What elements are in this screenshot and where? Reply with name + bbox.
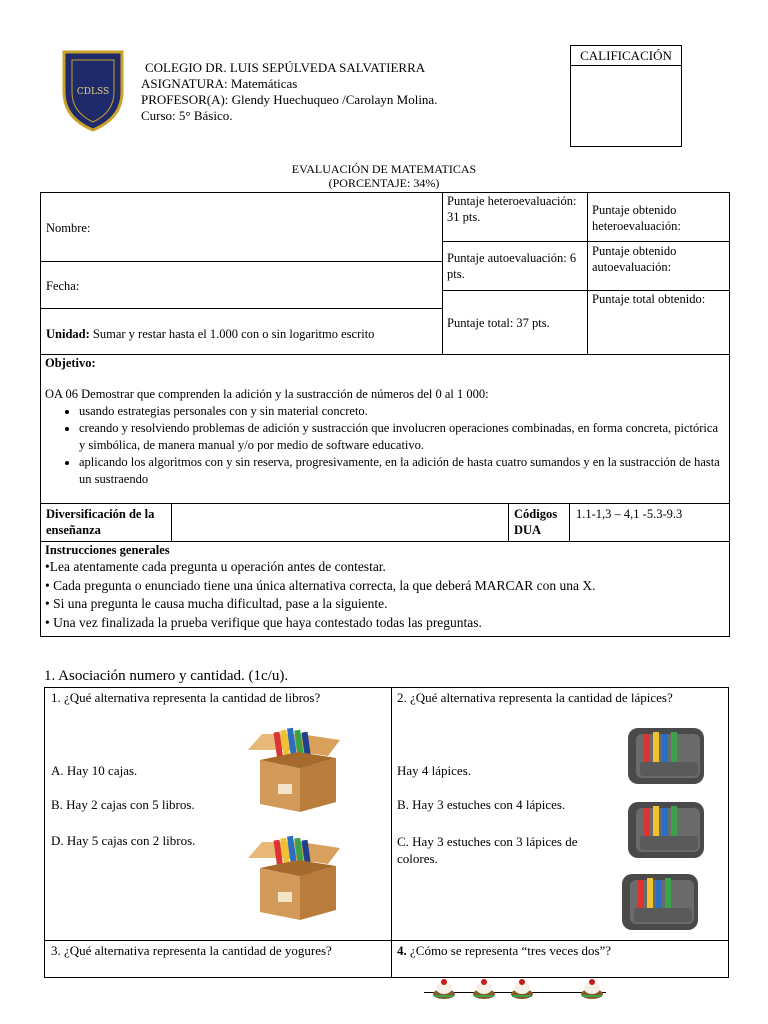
instructions-title: Instrucciones generales <box>45 543 170 557</box>
total-obtained: Puntaje total obtenido: <box>592 292 706 306</box>
course-line: Curso: 5° Básico. <box>141 108 233 123</box>
q4-prompt: 4. ¿Cómo se representa “tres veces dos”? <box>397 943 612 958</box>
auto-obtained: Puntaje obtenido autoevaluación: <box>592 244 677 274</box>
diversification-label: Diversificación de la enseñanza <box>46 507 155 537</box>
grade-box-label: CALIFICACIÓN <box>570 45 682 66</box>
hetero-points: Puntaje heteroevaluación: 31 pts. <box>447 194 577 224</box>
objective-bullet: • usando estrategias personales con y sin material concreto. <box>79 403 725 420</box>
school-name: COLEGIO DR. LUIS SEPÚLVEDA SALVATIERRA <box>145 60 426 75</box>
cupcakes-image <box>430 972 610 1002</box>
books-box-image <box>240 828 350 923</box>
instruction-item: • Una vez finalizada la prueba verifique que haya contestado todas las preguntas. <box>45 614 482 630</box>
instruction-item: •Lea atentamente cada pregunta u operación antes de contestar. <box>45 559 386 574</box>
grade-box <box>570 45 682 147</box>
q2-prompt: 2. ¿Qué alternativa representa la cantidad de lápices? <box>397 690 673 705</box>
q3-prompt: 3. ¿Qué alternativa representa la cantidad de yogures? <box>51 943 332 958</box>
subject-line: ASIGNATURA: Matemáticas <box>141 76 298 91</box>
auto-points: Puntaje autoevaluación: 6 pts. <box>447 251 577 281</box>
section1-heading: 1. Asociación numero y cantidad. (1c/u). <box>44 668 289 684</box>
q2-option-a[interactable]: Hay 4 lápices. <box>397 763 472 778</box>
name-field-label: Nombre: <box>46 221 91 235</box>
q1-prompt: 1. ¿Qué alternativa representa la cantidad de libros? <box>51 690 321 705</box>
q1-option-a[interactable]: A. Hay 10 cajas. <box>51 763 138 778</box>
objective-section <box>45 355 725 488</box>
objective-text: OA 06 Demostrar que comprenden la adición y la sustracción de números del 0 al 1 000: <box>45 387 489 401</box>
q2-option-c[interactable]: C. Hay 3 estuches con 3 lápices de colores. <box>397 834 578 866</box>
pencil-case-image <box>624 722 708 788</box>
unit-line: Unidad: Sumar y restar hasta el 1.000 con o sin logaritmo escrito <box>46 327 375 341</box>
date-field-label: Fecha: <box>46 279 80 293</box>
pencil-case-image <box>618 868 702 934</box>
objective-list <box>45 403 725 488</box>
q1-option-d[interactable]: D. Hay 5 cajas con 2 libros. <box>51 833 196 848</box>
exam-percentage: (PORCENTAJE: 34%) <box>328 176 440 190</box>
teacher-line: PROFESOR(A): Glendy Huechuqueo /Carolayn Molina. <box>141 92 438 107</box>
objective-label: Objetivo: <box>45 356 96 370</box>
svg-text:CDLSS: CDLSS <box>76 87 110 97</box>
total-points: Puntaje total: 37 pts. <box>447 316 550 330</box>
hetero-obtained: Puntaje obtenido heteroevaluación: <box>592 203 681 233</box>
instruction-item: • Si una pregunta le causa mucha dificultad, pase a la siguiente. <box>45 596 388 611</box>
objective-bullet: • creando y resolviendo problemas de adición y sustracción que involucren operaciones combinadas, en forma concreta, pictórica y simbólica, de manera manual y/o por medio de software educativo. <box>79 420 725 454</box>
instruction-item: • Cada pregunta o enunciado tiene una única alternativa correcta, la que deberá MARCAR con una X. <box>45 577 596 593</box>
q1-option-b[interactable]: B. Hay 2 cajas con 5 libros. <box>51 797 195 812</box>
pencil-case-image <box>624 796 708 862</box>
dua-codes-label: Códigos DUA <box>514 507 558 537</box>
books-box-image <box>240 720 350 815</box>
exam-title: EVALUACIÓN DE MATEMATICAS <box>291 162 477 176</box>
dua-codes-value: 1.1-1,3 – 4,1 -5.3-9.3 <box>576 507 683 521</box>
instructions-section <box>45 542 725 632</box>
objective-bullet: • aplicando los algoritmos con y sin reserva, progresivamente, en la adición de hasta cuatro sumandos y en la sustracción de hasta un sustraendo <box>79 454 725 488</box>
q2-option-b[interactable]: B. Hay 3 estuches con 4 lápices. <box>397 797 566 812</box>
school-logo <box>60 46 126 134</box>
